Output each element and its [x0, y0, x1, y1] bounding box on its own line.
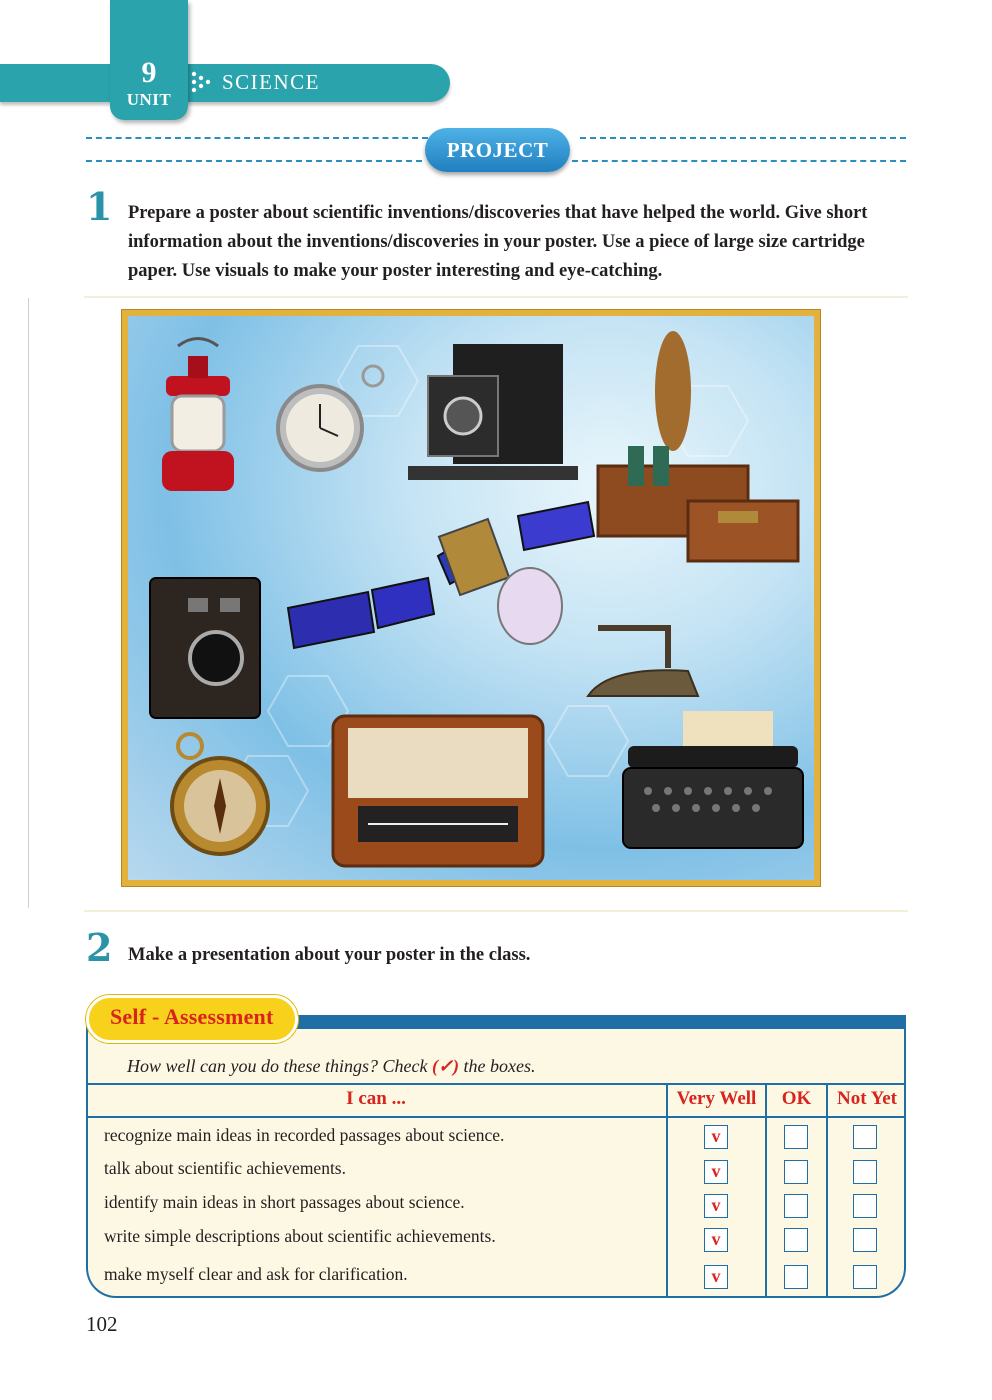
- very-well-checkbox[interactable]: v: [704, 1160, 728, 1184]
- task-number: 1: [86, 184, 113, 229]
- ok-checkbox[interactable]: [784, 1228, 808, 1252]
- assessment-row-text: recognize main ideas in recorded passages about science.: [104, 1125, 505, 1145]
- divider: [84, 296, 908, 298]
- typewriter-icon: [623, 711, 803, 848]
- radio-icon: [333, 716, 543, 866]
- margin-rule: [28, 298, 29, 908]
- not-yet-checkbox[interactable]: [853, 1194, 877, 1218]
- box-camera-icon: [150, 578, 260, 718]
- unit-number: 9: [141, 56, 157, 89]
- divider-dashed: [580, 137, 906, 139]
- project-banner: PROJECT: [425, 128, 570, 172]
- telegraph-icon: [598, 331, 798, 561]
- column-header-very-well: Very Well: [676, 1088, 757, 1109]
- not-yet-checkbox[interactable]: [853, 1228, 877, 1252]
- divider-dashed: [86, 137, 428, 139]
- column-header-i-can: I can ...: [346, 1088, 406, 1109]
- poster-image: [122, 310, 820, 886]
- self-assessment-title: Self - Assessment: [110, 1004, 274, 1029]
- self-assessment-prompt: How well can you do these things? Check (✓) the boxes.: [127, 1056, 536, 1076]
- table-rule: [86, 1083, 906, 1085]
- table-rule: [826, 1083, 828, 1298]
- ok-checkbox[interactable]: [784, 1265, 808, 1289]
- pocket-watch-icon: [278, 366, 383, 470]
- unit-tab: [110, 0, 188, 120]
- unit-title: SCIENCE: [222, 70, 321, 94]
- check-mark-icon: (✓): [431, 1056, 460, 1076]
- table-rule: [666, 1083, 668, 1298]
- task-line: information about the inventions/discoveries in your poster. Use a piece of large size cartridge: [128, 232, 865, 252]
- assessment-row-text: talk about scientific achievements.: [104, 1158, 346, 1178]
- task-line: Prepare a poster about scientific inventions/discoveries that have helped the world. Give short: [128, 203, 868, 223]
- very-well-checkbox[interactable]: v: [704, 1194, 728, 1218]
- satellite-icon: [288, 502, 594, 648]
- bellows-camera-icon: [408, 344, 578, 480]
- ok-checkbox[interactable]: [784, 1160, 808, 1184]
- unit-label: UNIT: [126, 90, 172, 109]
- divider-dashed: [86, 160, 422, 162]
- assessment-row-text: write simple descriptions about scientific achievements.: [104, 1226, 496, 1246]
- compass-icon: [172, 734, 268, 854]
- chevron-right-icon: [190, 70, 212, 94]
- lantern-icon: [162, 339, 234, 492]
- divider-dashed: [572, 160, 906, 162]
- flat-iron-icon: [588, 628, 698, 696]
- task-line: paper. Use visuals to make your poster interesting and eye-catching.: [128, 261, 663, 281]
- not-yet-checkbox[interactable]: [853, 1125, 877, 1149]
- task-line: Make a presentation about your poster in the class.: [128, 945, 531, 965]
- page-number: 102: [86, 1312, 118, 1336]
- very-well-checkbox[interactable]: v: [704, 1125, 728, 1149]
- ok-checkbox[interactable]: [784, 1125, 808, 1149]
- assessment-row-text: identify main ideas in short passages about science.: [104, 1192, 465, 1212]
- assessment-row-text: make myself clear and ask for clarification.: [104, 1264, 408, 1284]
- very-well-checkbox[interactable]: v: [704, 1265, 728, 1289]
- ok-checkbox[interactable]: [784, 1194, 808, 1218]
- not-yet-checkbox[interactable]: [853, 1265, 877, 1289]
- table-rule: [765, 1083, 767, 1298]
- column-header-ok: OK: [781, 1088, 812, 1109]
- column-header-not-yet: Not Yet: [837, 1088, 897, 1109]
- task-number: 2: [86, 925, 113, 970]
- divider: [84, 910, 908, 912]
- not-yet-checkbox[interactable]: [853, 1160, 877, 1184]
- very-well-checkbox[interactable]: v: [704, 1228, 728, 1252]
- table-rule: [86, 1116, 906, 1118]
